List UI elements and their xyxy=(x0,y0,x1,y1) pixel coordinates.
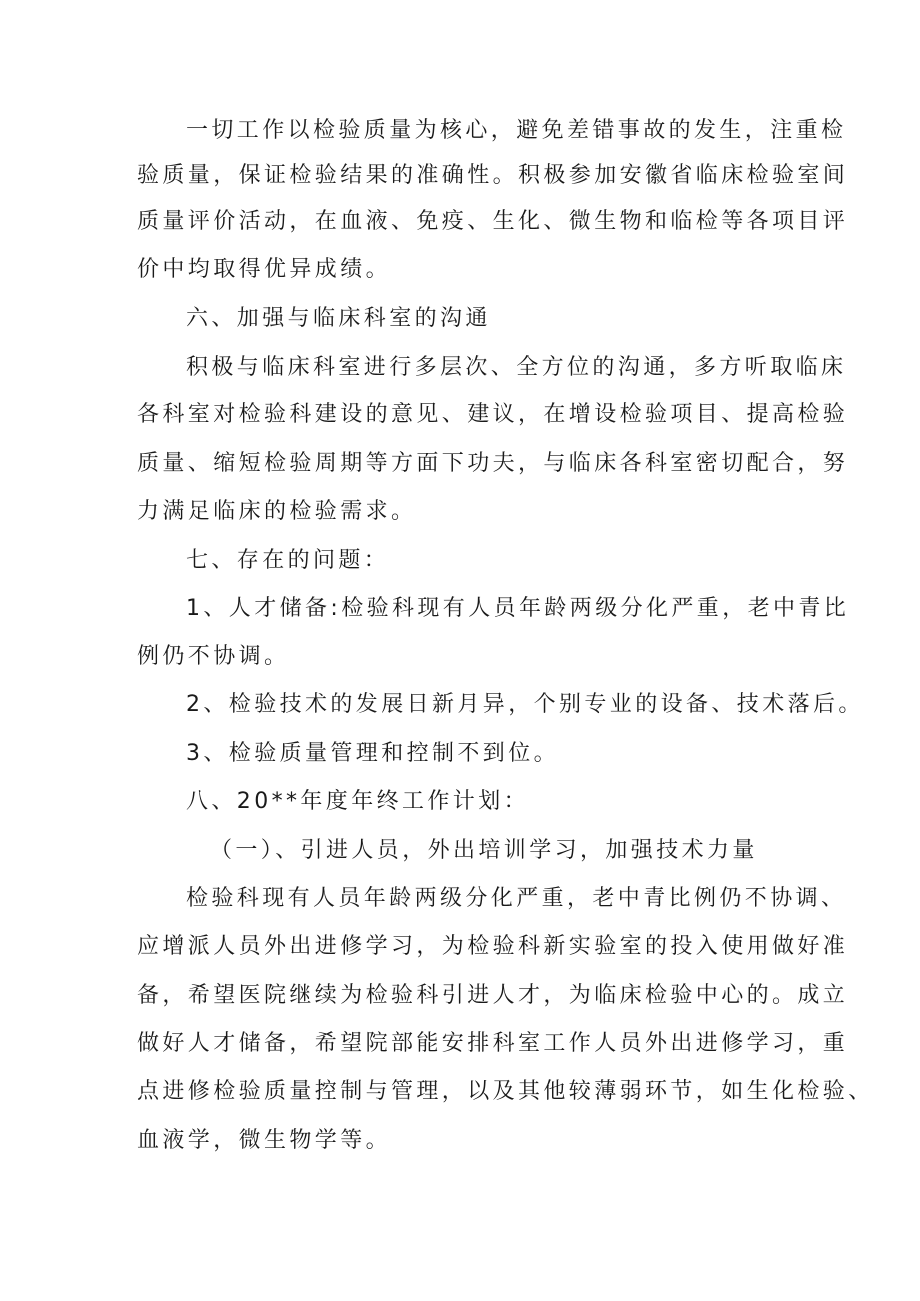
body-line: 做好人才储备，希望院部能安排科室工作人员外出进修学习，重 xyxy=(137,1031,849,1056)
body-line: 应增派人员外出进修学习，为检验科新实验室的投入使用做好准 xyxy=(137,934,849,959)
body-line: 验质量，保证检验结果的准确性。积极参加安徽省临床检验室间 xyxy=(137,163,849,188)
body-line: 一切工作以检验质量为核心，避免差错事故的发生，注重检 xyxy=(186,118,847,143)
body-line: 积极与临床科室进行多层次、全方位的沟通，多方听取临床 xyxy=(186,355,847,380)
body-line: 各科室对检验科建设的意见、建议，在增设检验项目、提高检验 xyxy=(137,402,849,427)
body-line: 质量评价活动，在血液、免疫、生化、微生物和临检等各项目评 xyxy=(137,209,849,234)
body-line: 力满足临床的检验需求。 xyxy=(137,499,417,524)
list-item: 2、检验技术的发展日新月异，个别专业的设备、技术落后。 xyxy=(186,692,864,717)
body-line: 价中均取得优异成绩。 xyxy=(137,257,392,282)
list-item-continuation: 例仍不协调。 xyxy=(137,644,290,669)
subsection-heading: （一）、引进人员，外出培训学习，加强技术力量 xyxy=(210,838,758,863)
section-heading: 八、20**年度年终工作计划： xyxy=(186,789,529,814)
section-heading: 七、存在的问题： xyxy=(186,548,390,573)
section-heading: 六、加强与临床科室的沟通 xyxy=(186,306,491,331)
body-line: 血液学，微生物学等。 xyxy=(137,1128,392,1153)
list-item: 3、检验质量管理和控制不到位。 xyxy=(186,741,559,766)
body-line: 备，希望医院继续为检验科引进人才，为临床检验中心的。成立 xyxy=(137,983,849,1008)
body-line: 点进修检验质量控制与管理，以及其他较薄弱环节，如生化检验、 xyxy=(137,1079,874,1104)
body-line: 检验科现有人员年龄两级分化严重，老中青比例仍不协调、 xyxy=(186,886,847,911)
list-item: 1、人才储备:检验科现有人员年龄两级分化严重，老中青比 xyxy=(186,596,850,621)
body-line: 质量、缩短检验周期等方面下功夫，与临床各科室密切配合，努 xyxy=(137,451,849,476)
